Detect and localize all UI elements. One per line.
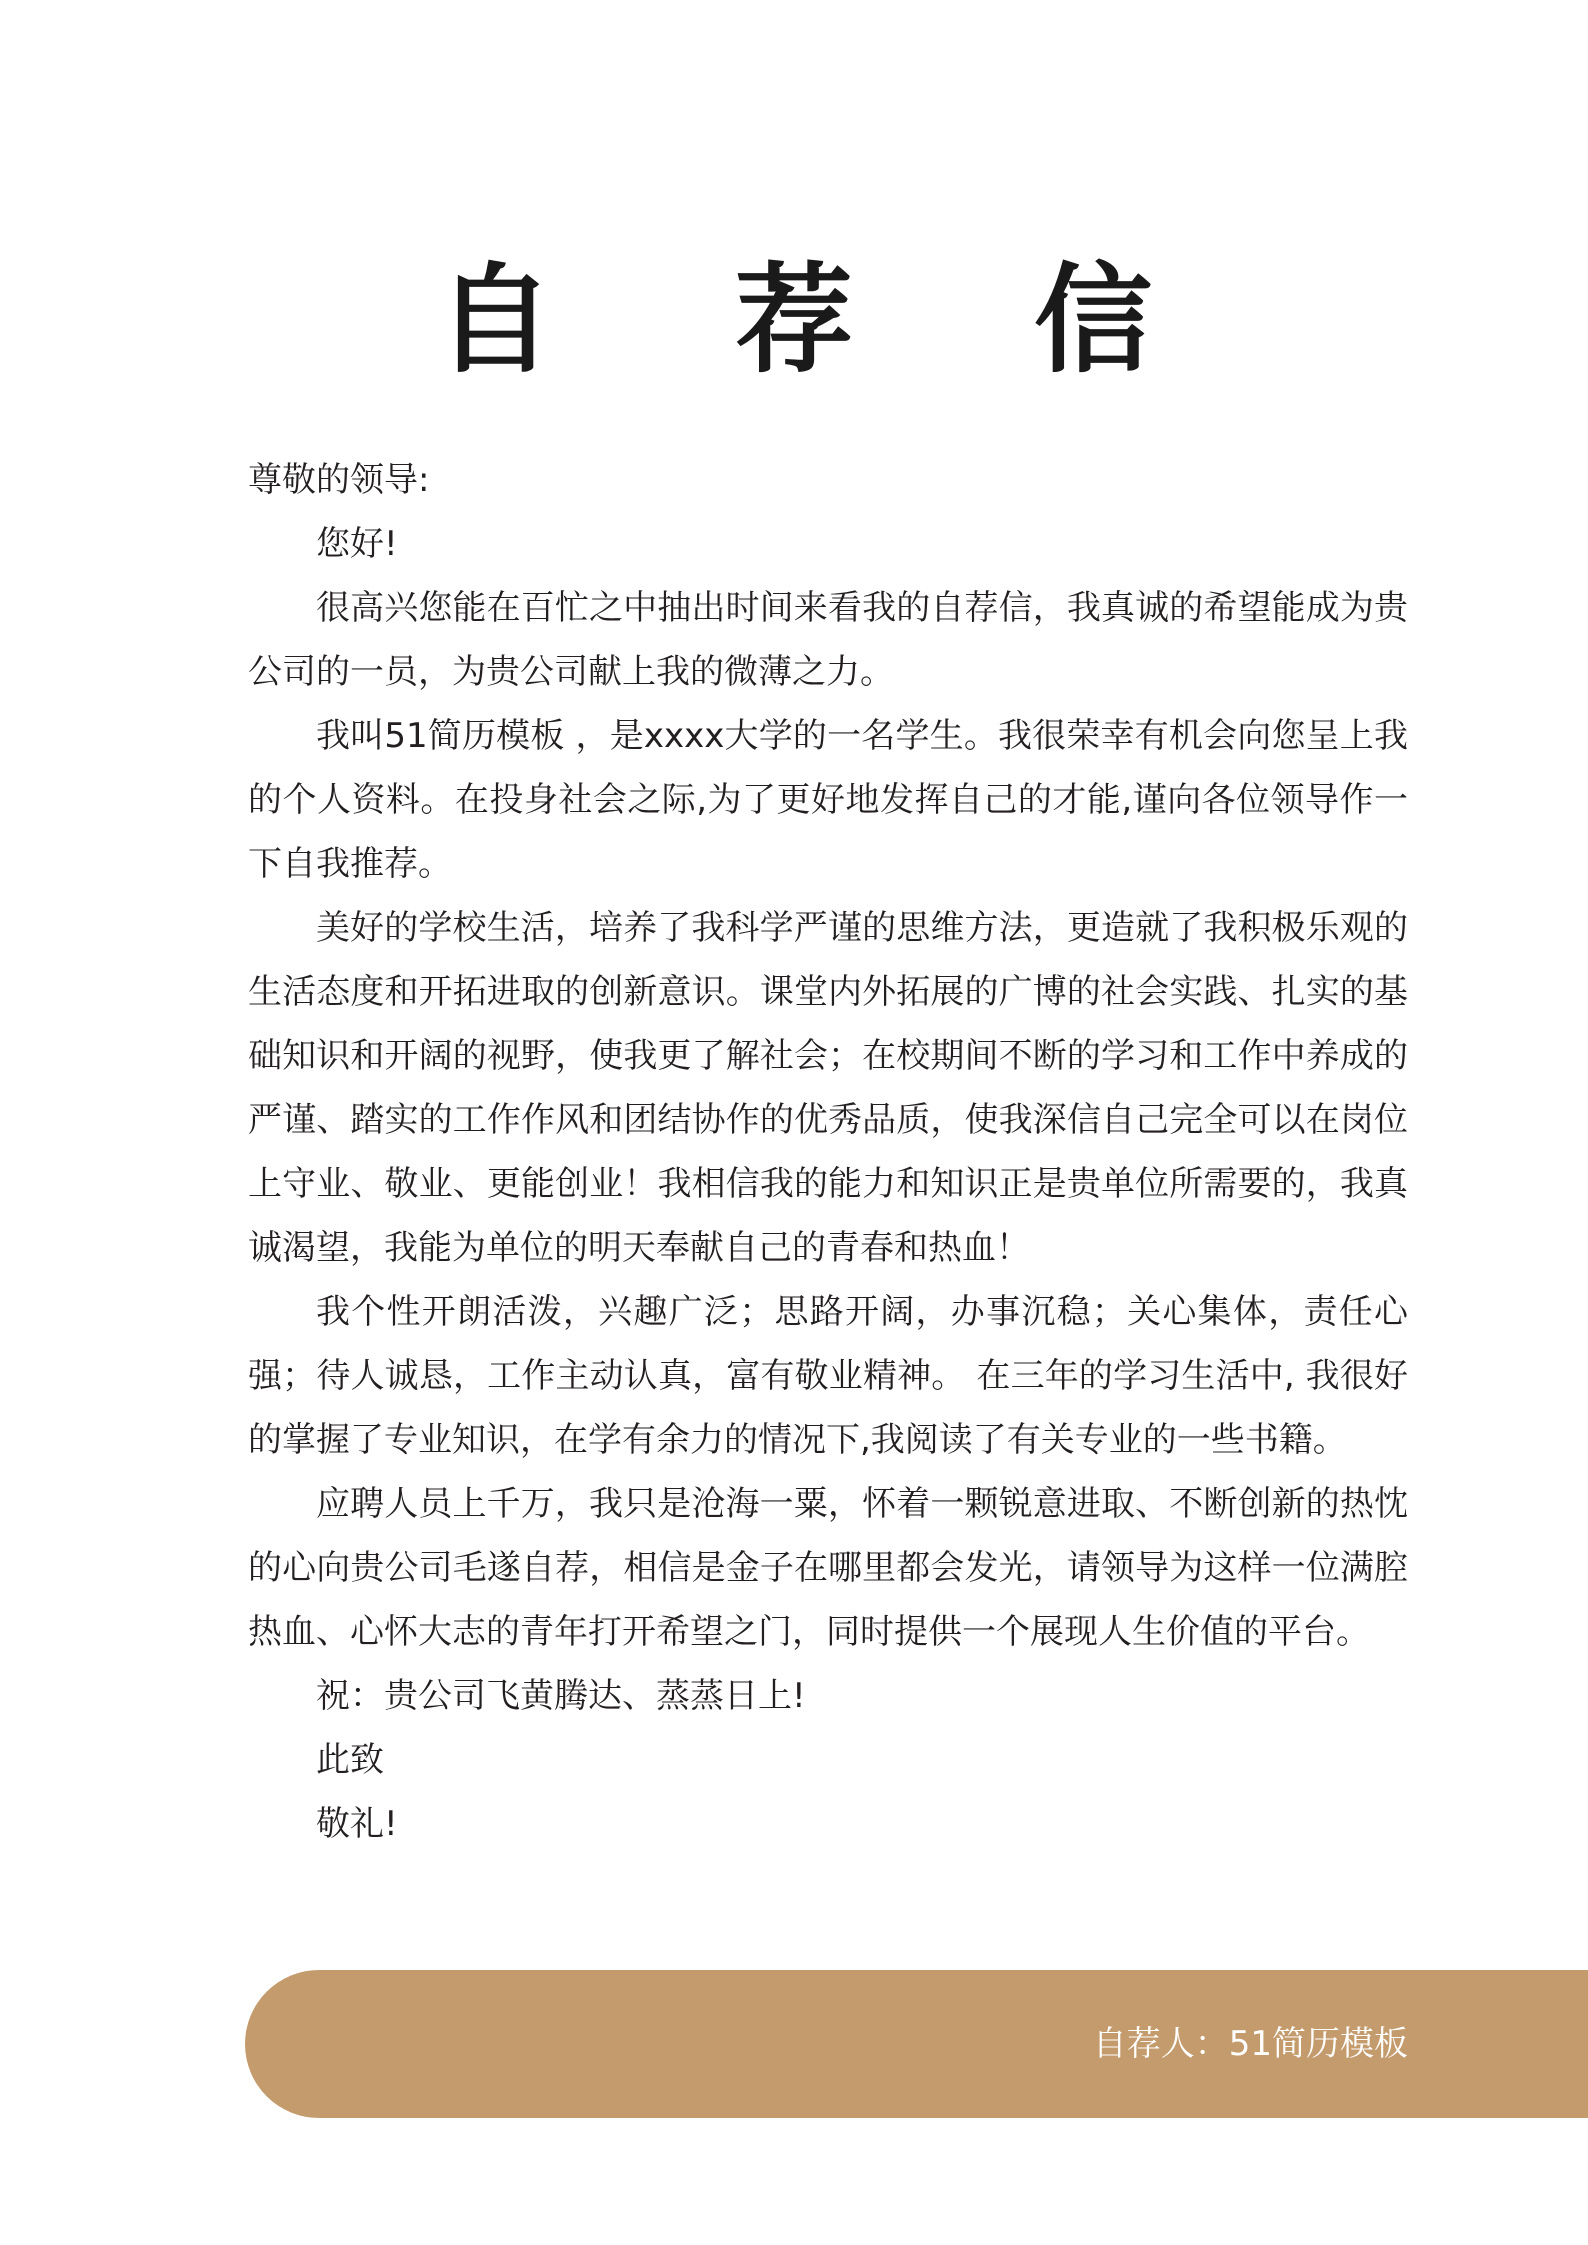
footer-band [245, 1970, 1588, 2118]
closing-line: 此致 [316, 1740, 384, 1780]
paragraph-personality: 我个性开朗活泼，兴趣广泛；思路开阔，办事沉稳；关心集体，责任心强；待人诚恳，工作主动认真，富有敬业精神。 在三年的学习生活中, 我很好的掌握了专业知识，在学有余力的情况下,我阅读了有关专业的一些书籍。 [248, 1292, 1408, 1460]
paragraph-self-introduction: 我叫51简历模板 ，是xxxx大学的一名学生。我很荣幸有机会向您呈上我的个人资料。在投身社会之际,为了更好地发挥自己的才能,谨向各位领导作一下自我推荐。 [248, 716, 1408, 884]
page-title: 自 荐 信 [435, 251, 1223, 389]
letter-body [248, 448, 1408, 1856]
paragraph-education: 美好的学校生活，培养了我科学严谨的思维方法，更造就了我积极乐观的生活态度和开拓进取的创新意识。课堂内外拓展的广博的社会实践、扎实的基础知识和开阔的视野，使我更了解社会；在校期间不断的学习和工作中养成的严谨、踏实的工作作风和团结协作的优秀品质，使我深信自己完全可以在岗位上守业、敬业、更能创业！我相信我的能力和知识正是贵单位所需要的，我真诚渴望，我能为单位的明天奉献自己的青春和热血！ [248, 908, 1408, 1268]
signature: 自荐人：51简历模板 [1092, 2024, 1408, 2064]
paragraph-appeal: 应聘人员上千万，我只是沧海一粟，怀着一颗锐意进取、不断创新的热忱的心向贵公司毛遂自荐，相信是金子在哪里都会发光，请领导为这样一位满腔热血、心怀大志的青年打开希望之门，同时提供一个展现人生价值的平台。 [248, 1484, 1408, 1652]
greeting: 您好! [316, 524, 398, 564]
wish-line: 祝：贵公司飞黄腾达、蒸蒸日上! [316, 1676, 806, 1716]
salutation: 尊敬的领导: [248, 460, 430, 500]
regards-line: 敬礼! [316, 1804, 398, 1844]
paragraph-intro: 很高兴您能在百忙之中抽出时间来看我的自荐信，我真诚的希望能成为贵公司的一员，为贵公司献上我的微薄之力。 [248, 588, 1408, 692]
